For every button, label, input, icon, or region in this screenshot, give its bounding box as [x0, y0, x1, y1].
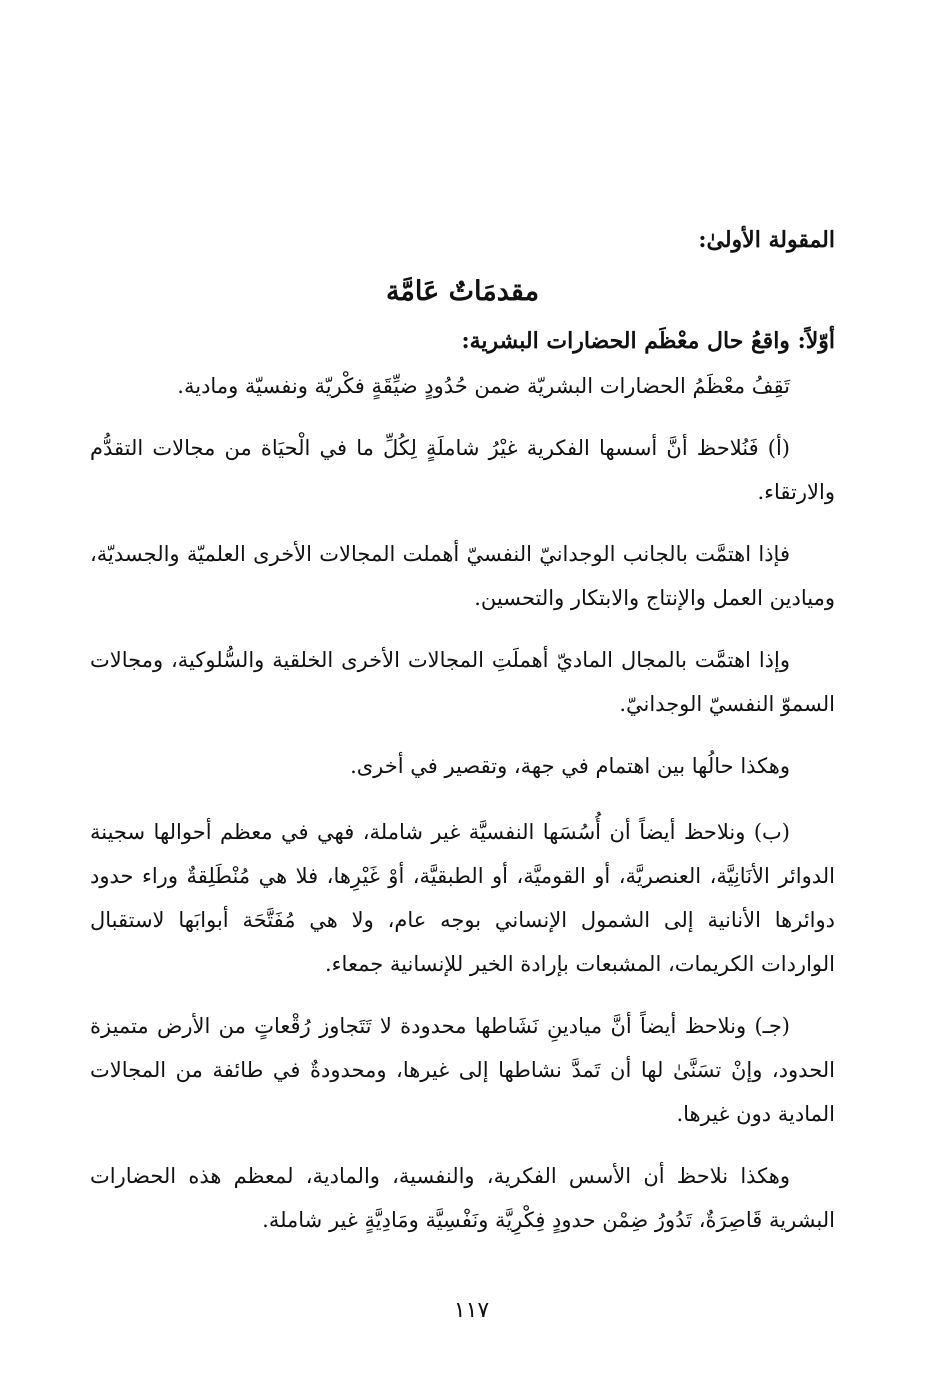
page-number: ١١٧	[453, 1298, 490, 1323]
paragraph-material: وإذا اهتمَّت بالمجال الماديّ أهملَتِ المجالات الأخرى الخلقية والسُّلوكية، ومجالات السموّ النفسيّ الوجدانيّ.	[90, 648, 835, 716]
paragraph-spiritual: فإذا اهتمَّت بالجانب الوجدانيّ النفسيّ أهملت المجالات الأخرى العلميّة والجسديّة، وميادين العمل والإنتاج والابتكار والتحسين.	[90, 542, 835, 610]
page-content	[90, 222, 835, 1260]
paragraph-intro: تَقِفُ معْظَمُ الحضارات البشريّة ضمن حُدُودٍ ضيِّقَةٍ فكْريّة ونفسيّة ومادية.	[177, 374, 790, 398]
paragraph-c: (جـ) ونلاحظ أيضاً أنَّ ميادينِ نَشَاطها محدودة لا تَتَجاوز رُقْعاتٍ من الأرض متميزة الحدود، وإنْ تسَنَّىٰ لها أن تَمدَّ نشاطها إلى غيرها، ومحدودةٌ في طائفة من المجالات المادية دون غيرها.	[90, 1014, 835, 1126]
paragraph-a: (أ) فَنُلاحظ أنَّ أسسها الفكرية غيْرُ شاملَةٍ لِكُلِّ ما في الْحيَاة من مجالات التقدُّم والارتقاء.	[90, 436, 835, 504]
paragraph-summary-a: وهكذا حالُها بين اهتمام في جهة، وتقصير في أخرى.	[350, 754, 790, 778]
paragraph-b: (ب) ونلاحظ أيضاً أن أُسُسَها النفسيَّة غير شاملة، فهي في معظم أحوالها سجينة الدوائر الأنَانِيَّة، العنصريَّة، أو القوميَّة، أو الطبقيَّة، أوْ غَيْرِها، فلا هي مُنْطَلِقةٌ وراء حدود دوائرها الأنانية إلى الشمول الإنساني بوجه عام، ولا هي مُفَتَّحَة أبوابَها لاستقبال الواردات الكريمات، المشبعات بإرادة الخير للإنسانية جمعاء.	[90, 820, 835, 976]
chapter-label: المقولة الأولىٰ:	[698, 227, 835, 253]
paragraph-conclusion: وهكذا نلاحظ أن الأسس الفكرية، والنفسية، والمادية، لمعظم هذه الحضارات البشرية قَاصِرَةٌ، تَدُورُ ضِمْن حدودٍ فِكْرِيَّة ونَفْسِيَّة ومَادِيَّةٍ غير شاملة.	[90, 1164, 835, 1232]
section-heading: أوّلاً: واقعُ حال معْظَم الحضارات البشرية:	[461, 328, 835, 354]
page-title: مقدمَاتٌ عَامَّة	[385, 276, 540, 307]
